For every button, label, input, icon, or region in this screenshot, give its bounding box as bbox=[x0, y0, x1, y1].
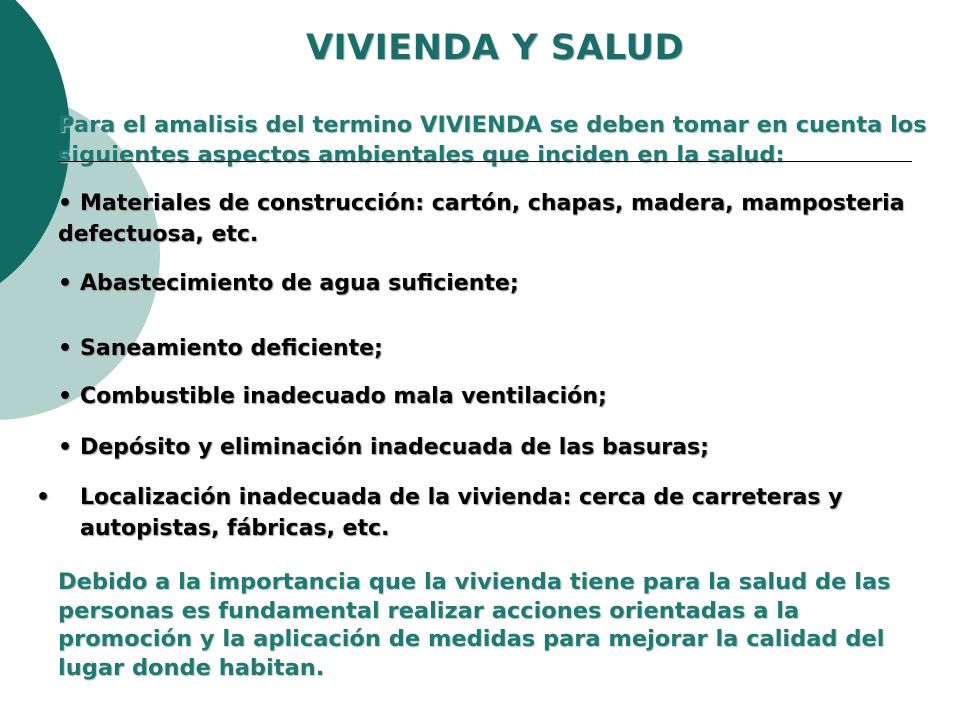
bullet-icon: • bbox=[58, 336, 73, 361]
slide-title: VIVIENDA Y SALUD bbox=[305, 28, 685, 68]
bullet-text: Abastecimiento de agua suficiente; bbox=[80, 271, 519, 296]
bullet-text: Localización inadecuada de la vivienda: cerca de carreteras y autopistas, fábricas, etc. bbox=[80, 485, 843, 541]
bullet-text: Materiales de construcción: cartón, chapas, madera, mamposteria defectuosa, etc. bbox=[58, 191, 905, 247]
bullet-item-basuras bbox=[58, 432, 938, 463]
bullet-text: Saneamiento deficiente; bbox=[80, 336, 383, 361]
intro-underline bbox=[58, 161, 912, 162]
bullet-item-saneamiento bbox=[58, 333, 938, 364]
intro-paragraph: Para el amalisis del termino VIVIENDA se deben tomar en cuenta los siguientes aspectos ambientales que inciden en la salud: bbox=[58, 112, 927, 168]
bullet-icon: • bbox=[36, 485, 51, 510]
bullet-text: Depósito y eliminación inadecuada de las basuras; bbox=[80, 435, 709, 460]
bullet-icon: • bbox=[58, 435, 73, 460]
bullet-icon: • bbox=[58, 271, 73, 296]
bullet-icon: • bbox=[58, 384, 73, 409]
bullet-item-combustible bbox=[58, 381, 938, 412]
bullet-item-agua bbox=[58, 268, 938, 299]
bullet-item-materiales bbox=[58, 188, 938, 250]
closing-paragraph: Debido a la importancia que la vivienda tiene para la salud de las personas es fundamental realizar acciones orientadas a la promoción y la aplicación de medidas para mejorar la calidad del lugar donde habitan. bbox=[58, 569, 891, 681]
bullet-text: Combustible inadecuado mala ventilación; bbox=[80, 384, 607, 409]
bullet-icon: • bbox=[58, 191, 73, 216]
bullet-item-localizacion bbox=[36, 482, 938, 544]
